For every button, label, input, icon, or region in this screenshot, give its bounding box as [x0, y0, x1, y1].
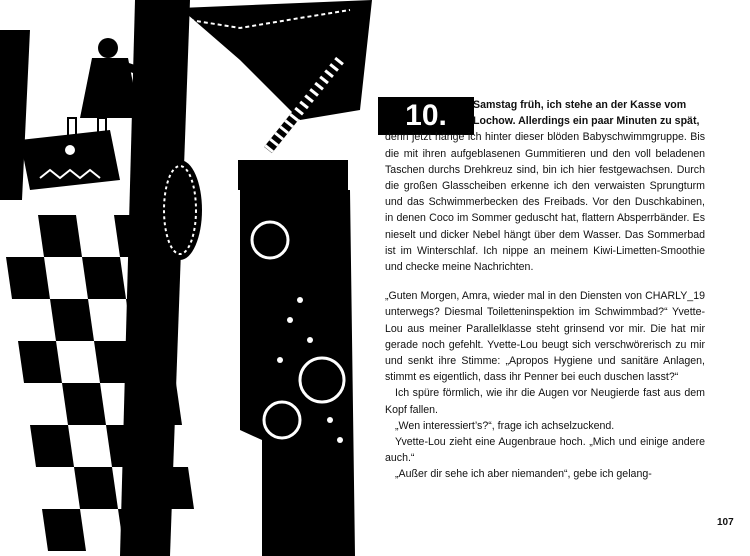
- checker-tile: [118, 509, 162, 551]
- checker-tile: [30, 425, 74, 467]
- checker-tile: [50, 299, 94, 341]
- paragraph: „Guten Morgen, Amra, wieder mal in den Diensten von CHARLY_19 unterwegs? Diesmal Toiletteninspektion im Schwimmbad?“ Yvette-Lou aus meiner Parallelklasse steht grinsend vor mir. Die hat mir gerade noch gefehlt. Yvette-Lou beugt sich verschwörerisch zu mir und senkt ihre Stimme: „Apropos Hygiene und sanitäre Anlagen, stimmt es eigentlich, dass ihr Penner bei euch duschen lasst?“: [385, 290, 705, 384]
- checker-tile: [82, 257, 126, 299]
- checker-tile: [38, 215, 82, 257]
- checker-tile: [126, 299, 170, 341]
- checker-tile: [6, 257, 50, 299]
- paragraph: Yvette-Lou zieht eine Augenbraue hoch. „Mich und einige andere auch.“: [385, 436, 705, 465]
- oval-mirror: [158, 160, 202, 260]
- paragraph: „Wen interessiert’s?“, frage ich achselzuckend.: [395, 419, 615, 432]
- opening-line: Lochow. Allerdings ein paar Minuten zu spät,: [473, 115, 700, 128]
- paragraph: „Außer dir sehe ich aber niemanden“, gebe ich gelang-: [395, 468, 652, 481]
- checker-tile: [18, 341, 62, 383]
- checker-tile: [138, 383, 182, 425]
- creature-head: [20, 130, 120, 190]
- paragraph: Ich spüre förmlich, wie ihr die Augen vor Neugierde fast aus dem Kopf fallen.: [385, 387, 705, 416]
- chapter-number-badge: 10.: [378, 97, 474, 135]
- checker-tile: [94, 341, 138, 383]
- opening-line: Samstag früh, ich stehe an der Kasse vom: [473, 99, 687, 111]
- opening-lines: [473, 97, 705, 129]
- page-number: 107: [717, 517, 734, 528]
- checker-tile: [106, 425, 150, 467]
- illustration: [0, 0, 372, 556]
- checker-tile: [62, 383, 106, 425]
- checker-tile: [42, 509, 86, 551]
- checker-tile: [114, 215, 158, 257]
- checker-tile: [150, 467, 194, 509]
- checker-tile: [74, 467, 118, 509]
- paragraph: denn jetzt hänge ich hinter dieser blöden Babyschwimmgruppe. Bis die mit ihren aufgeblasenen Gummitieren und den voll beladenen Taschen durchs Drehkreuz sind, bin ich hier festgewachsen. Durch die großen Glasscheiben erkenne ich den verwaisten Sprungturm und das Schwimmerbecken des Freibads. Vor den Duschkabinen, in denen Coco im Sommer geduscht hat, flattern Absperrbänder. Es nieselt und dicker Nebel hängt über dem Wasser. Das Sommerbad ist im Winterschlaf. Ich nippe an meinem Kiwi-Limetten-Smoothie und checke meine Nachrichten.: [385, 131, 705, 274]
- chapter-text: [385, 97, 705, 483]
